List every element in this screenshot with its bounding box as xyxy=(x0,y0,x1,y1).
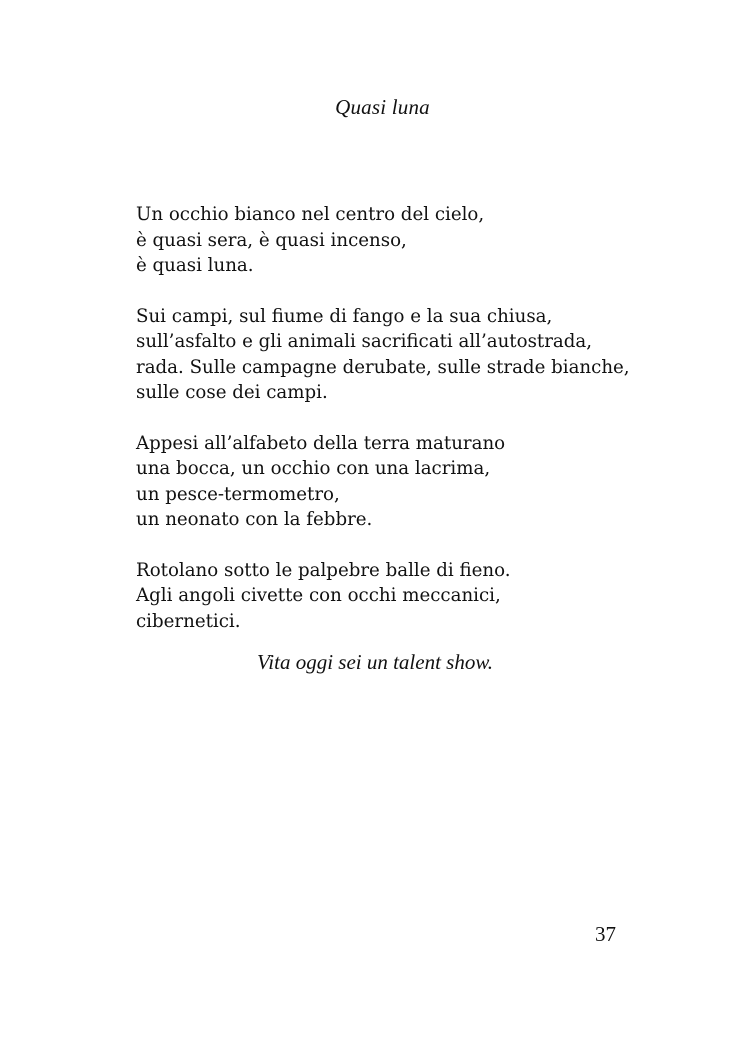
poem-closing-line: Vita oggi sei un talent show. xyxy=(257,650,494,674)
poem-line: Rotolano sotto le palpebre balle di fieno. xyxy=(136,559,511,581)
poem-line: un neonato con la febbre. xyxy=(136,509,373,530)
poem-body xyxy=(136,202,656,659)
poem-line: sull’asfalto e gli animali sacrificati all’autostrada, xyxy=(136,331,593,352)
poem-line: un pesce-termometro, xyxy=(136,483,340,505)
poem-line: Appesi all’alfabeto della terra maturano xyxy=(136,432,506,454)
poem-line: Un occhio bianco nel centro del cielo, xyxy=(136,204,485,225)
page-number: 37 xyxy=(595,922,616,946)
poem-title: Quasi luna xyxy=(335,95,430,119)
poem-line: cibernetici. xyxy=(136,610,241,632)
poem-line: è quasi sera, è quasi incenso, xyxy=(136,229,407,251)
poem-line: è quasi luna. xyxy=(136,255,254,276)
poem-line: Sui campi, sul fiume di fango e la sua chiusa, xyxy=(136,305,553,327)
stanza-4 xyxy=(136,558,656,635)
poem-line: una bocca, un occhio con una lacrima, xyxy=(136,458,491,479)
stanza-3 xyxy=(136,431,656,533)
stanza-1 xyxy=(136,202,656,279)
poem-line: rada. Sulle campagne derubate, sulle strade bianche, xyxy=(136,356,630,378)
poem-line: sulle cose dei campi. xyxy=(136,382,328,403)
stanza-2 xyxy=(136,304,656,406)
poem-line: Agli angoli civette con occhi meccanici, xyxy=(136,585,501,606)
